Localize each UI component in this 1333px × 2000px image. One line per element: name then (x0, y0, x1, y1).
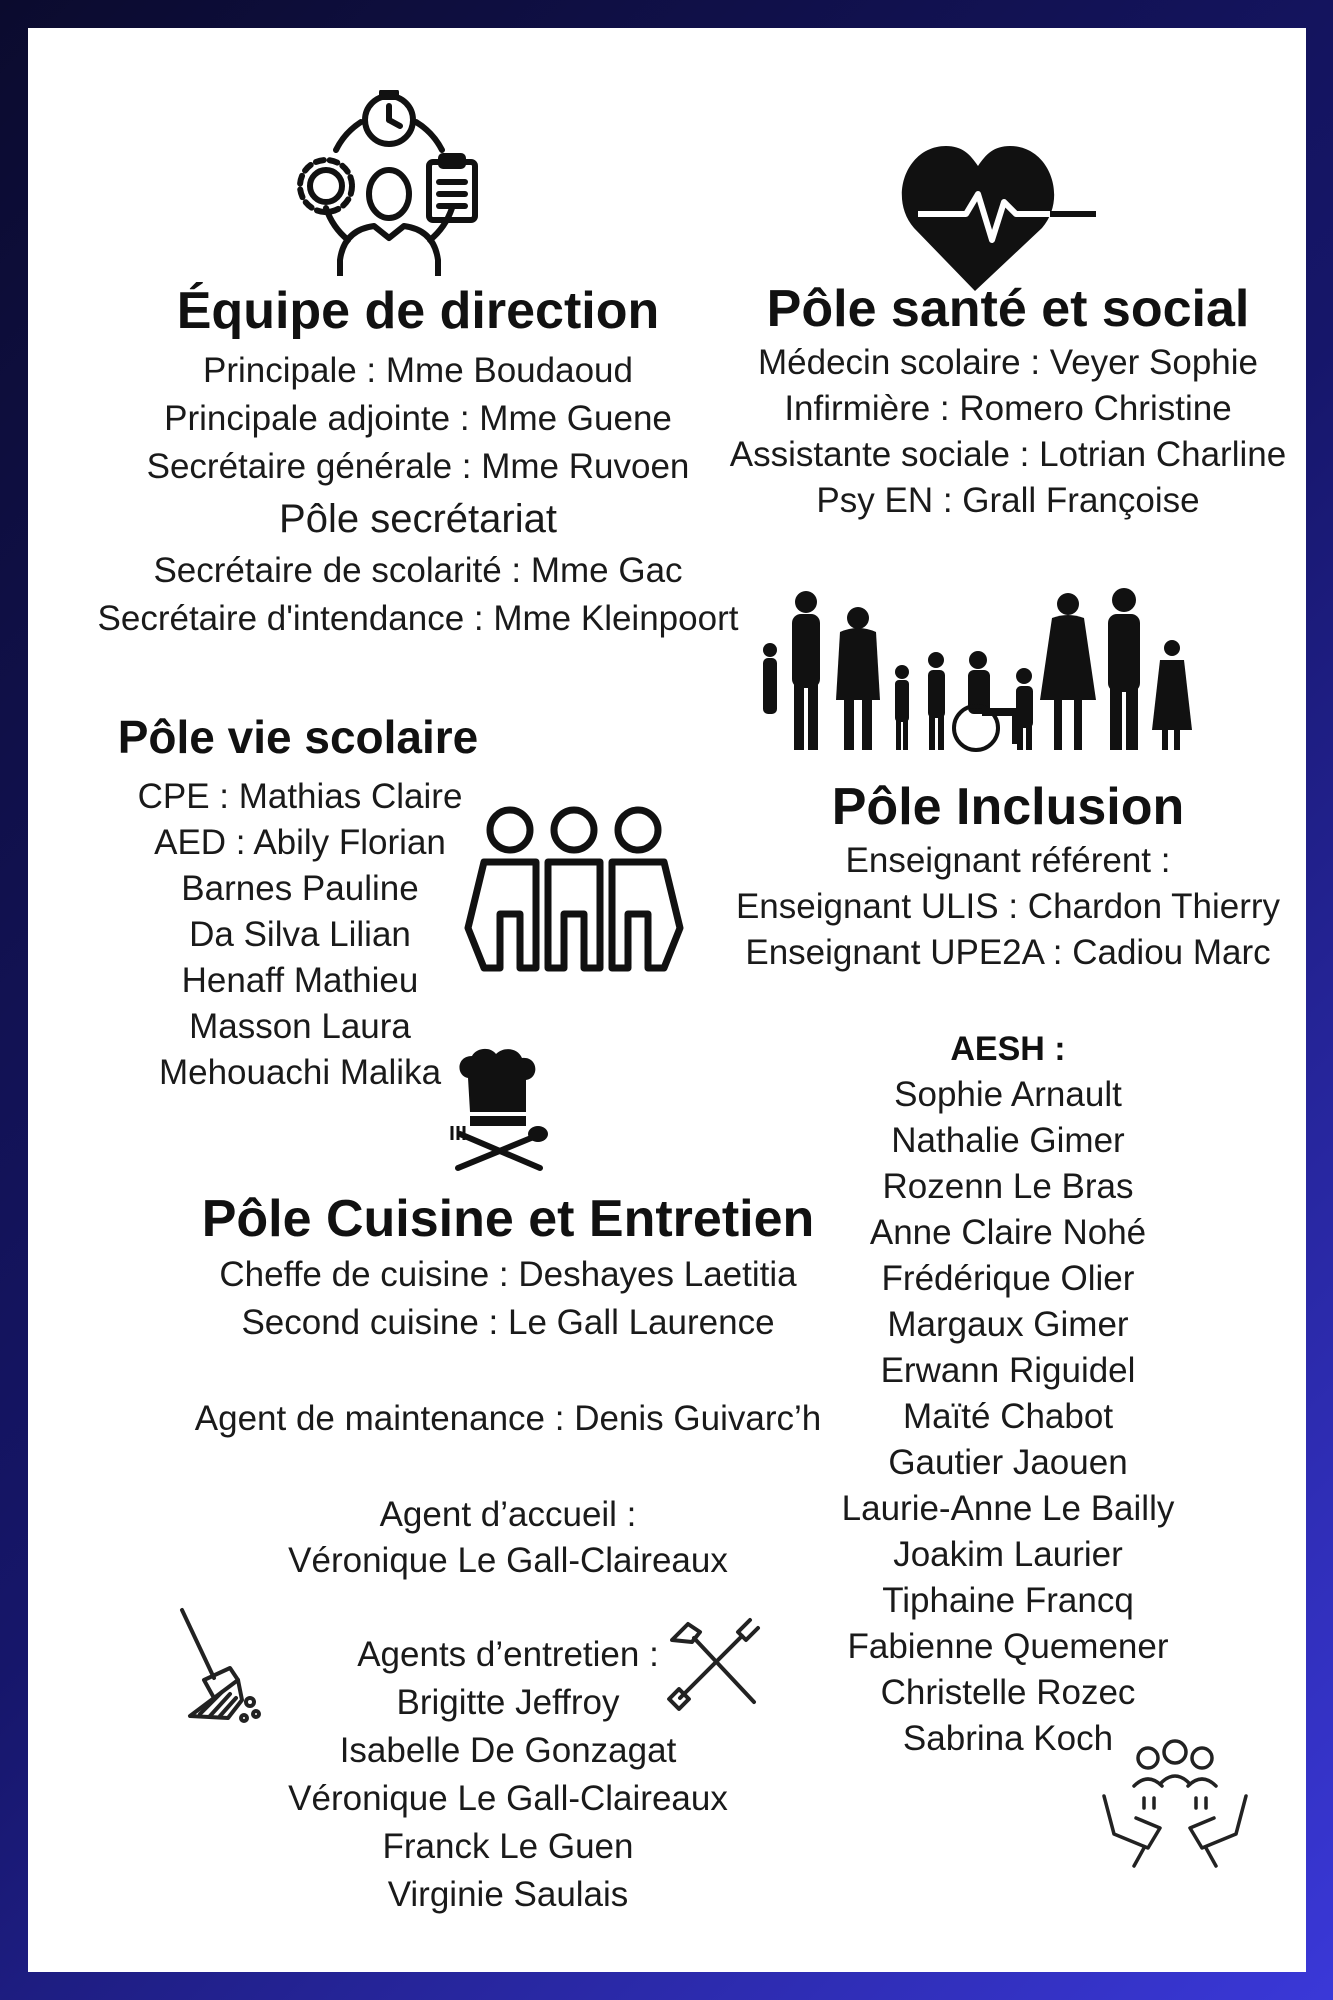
sante-line: Assistante sociale : Lotrian Charline (729, 435, 1287, 474)
caring-hands-icon (1100, 1738, 1250, 1868)
hammer-wrench-icon (666, 1614, 766, 1714)
cuisine-title: Pôle Cuisine et Entretien (201, 1190, 815, 1248)
aesh-name: Maïté Chabot (902, 1397, 1114, 1436)
maintenance-agent: Agent de maintenance : Denis Guivarc’h (194, 1399, 822, 1438)
cuisine-chef: Cheffe de cuisine : Deshayes Laetitia (219, 1255, 797, 1294)
vie-scolaire-line: Mehouachi Malika (158, 1053, 442, 1092)
aesh-name: Gautier Jaouen (888, 1443, 1128, 1482)
accueil-name: Véronique Le Gall-Claireaux (288, 1541, 728, 1580)
vie-scolaire-line: Da Silva Lilian (189, 915, 411, 954)
family-silhouettes-icon (756, 580, 1216, 760)
entretien-name: Brigitte Jeffroy (396, 1683, 620, 1722)
vie-scolaire-title-wrap (68, 706, 528, 768)
vie-scolaire-line: Barnes Pauline (181, 869, 419, 908)
direction-title: Équipe de direction (176, 282, 660, 340)
sante-line: Psy EN : Grall Françoise (816, 481, 1200, 520)
aesh-name: Sophie Arnault (894, 1075, 1122, 1114)
broom-icon (174, 1606, 284, 1726)
direction-line: Secrétaire générale : Mme Ruvoen (146, 447, 690, 486)
sante-section (728, 278, 1288, 524)
secretariat-title: Pôle secrétariat (279, 497, 557, 541)
aesh-name: Fabienne Quemener (847, 1627, 1169, 1666)
inclusion-line: Enseignant UPE2A : Cadiou Marc (745, 933, 1271, 972)
vie-scolaire-line: Masson Laura (189, 1007, 411, 1046)
management-icon (296, 90, 482, 276)
aesh-name: Sabrina Koch (902, 1719, 1114, 1758)
sante-title: Pôle santé et social (766, 280, 1250, 338)
aesh-name: Rozenn Le Bras (882, 1167, 1134, 1206)
cuisine-section (158, 1188, 858, 1918)
poster-sheet (28, 28, 1306, 1972)
aesh-name: Laurie-Anne Le Bailly (841, 1489, 1175, 1528)
aesh-name: Christelle Rozec (880, 1673, 1136, 1712)
aesh-section (808, 1026, 1208, 1762)
vie-scolaire-line: AED : Abily Florian (154, 823, 446, 862)
inclusion-line: Enseignant référent : (845, 841, 1171, 880)
direction-line: Principale adjointe : Mme Guene (164, 399, 672, 438)
aesh-name: Frédérique Olier (881, 1259, 1135, 1298)
entretien-name: Véronique Le Gall-Claireaux (288, 1779, 728, 1818)
aesh-title: AESH : (950, 1030, 1066, 1068)
aesh-name: Nathalie Gimer (891, 1121, 1125, 1160)
chef-hat-utensils-icon (438, 1046, 558, 1176)
sante-line: Infirmière : Romero Christine (784, 389, 1232, 428)
group-people-icon (464, 802, 684, 972)
aesh-name: Erwann Riguidel (880, 1351, 1136, 1390)
aesh-name: Joakim Laurier (893, 1535, 1123, 1574)
aesh-name: Anne Claire Nohé (869, 1213, 1147, 1252)
vie-scolaire-title: Pôle vie scolaire (117, 711, 479, 763)
vie-scolaire-line: CPE : Mathias Claire (137, 777, 463, 816)
entretien-title: Agents d’entretien : (357, 1635, 659, 1674)
accueil-title: Agent d’accueil : (379, 1495, 637, 1534)
vie-scolaire-line: Henaff Mathieu (181, 961, 419, 1000)
entretien-name: Virginie Saulais (387, 1875, 629, 1914)
aesh-name: Margaux Gimer (887, 1305, 1129, 1344)
sante-line: Médecin scolaire : Veyer Sophie (758, 343, 1258, 382)
direction-line: Principale : Mme Boudaoud (203, 351, 633, 390)
cuisine-second: Second cuisine : Le Gall Laurence (241, 1303, 775, 1342)
secretariat-line: Secrétaire de scolarité : Mme Gac (153, 551, 683, 590)
secretariat-line: Secrétaire d'intendance : Mme Kleinpoort (97, 599, 739, 638)
entretien-name: Franck Le Guen (382, 1827, 634, 1866)
inclusion-section (728, 776, 1288, 976)
inclusion-line: Enseignant ULIS : Chardon Thierry (735, 887, 1281, 926)
inclusion-title: Pôle Inclusion (831, 778, 1185, 836)
aesh-name: Tiphaine Francq (882, 1581, 1134, 1620)
entretien-name: Isabelle De Gonzagat (339, 1731, 677, 1770)
heart-pulse-icon (900, 136, 1100, 292)
direction-section (68, 280, 768, 642)
